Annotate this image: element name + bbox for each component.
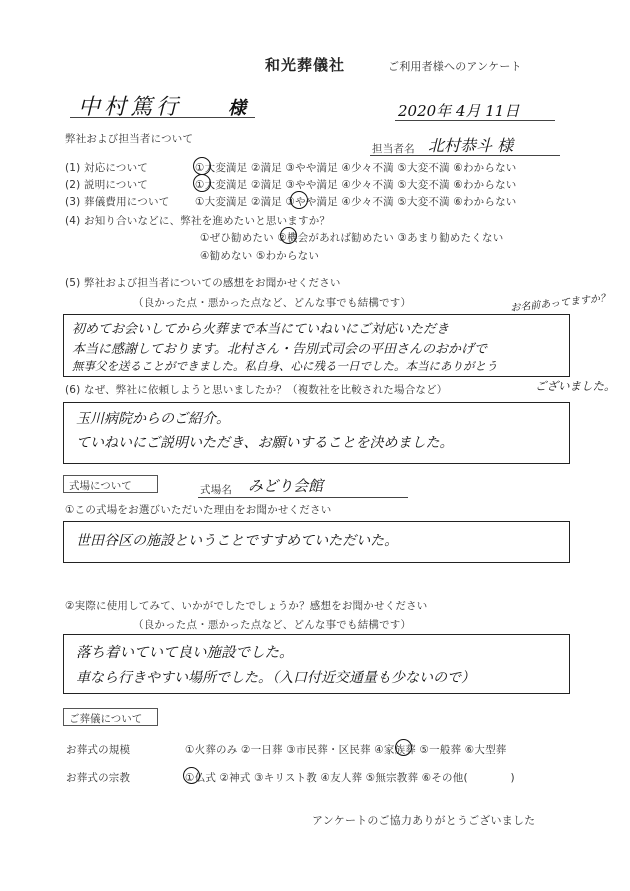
venue-q2-answer-line1: 落ち着いていて良い施設でした。 xyxy=(76,645,294,661)
venue-q2-answer-line2: 車なら行きやすい場所でした。（入口付近交通量も少ないので） xyxy=(76,670,475,686)
rating-scale-3: ①大変満足 ②満足 ③やや満足 ④少々不満 ⑤大変不満 ⑥わからない xyxy=(195,196,517,208)
q5-question: (5) 弊社および担当者についての感想をお聞かせください xyxy=(65,277,341,289)
venue-section-header: 式場について xyxy=(63,475,158,493)
q5-answer-tail: ございました。 xyxy=(535,379,616,393)
staff-label: 担当者名 xyxy=(372,143,415,155)
company-name: 和光葬儀社 xyxy=(265,56,346,74)
footer-thanks: アンケートのご協力ありがとうございました xyxy=(312,814,536,827)
section-company-staff: 弊社および担当者について xyxy=(65,133,194,145)
q5-answer-line2: 本当に感謝しております。北村さん・告別式司会の平田さんのおかげで xyxy=(72,342,487,357)
funeral-religion-label: お葬式の宗教 xyxy=(66,772,131,784)
selection-circle-scale xyxy=(395,739,412,756)
rating-scale-1: ①大変満足 ②満足 ③やや満足 ④少々不満 ⑤大変不満 ⑥わからない xyxy=(195,162,517,174)
funeral-religion-options: ①仏式 ②神式 ③キリスト教 ④友人葬 ⑤無宗教葬 ⑥その他( ) xyxy=(185,772,515,784)
customer-suffix: 様 xyxy=(228,98,246,119)
funeral-scale-label: お葬式の規模 xyxy=(66,744,131,756)
rating-label-1: (1) 対応について xyxy=(65,162,149,174)
q6-answer-line1: 玉川病院からのご紹介。 xyxy=(76,411,230,427)
venue-q1: ①この式場をお選びいただいた理由をお聞かせください xyxy=(65,504,332,516)
customer-name: 中村篤行 xyxy=(78,95,183,120)
rating-label-2: (2) 説明について xyxy=(65,179,149,191)
selection-circle-religion xyxy=(183,767,200,784)
venue-name-value: みどり会館 xyxy=(248,477,324,495)
venue-name-underline xyxy=(198,497,408,498)
funeral-scale-options: ①火葬のみ ②一日葬 ③市民葬・区民葬 ④家族葬 ⑤一般葬 ⑥大型葬 xyxy=(185,744,507,756)
venue-q2: ②実際に使用してみて、いかがでしたでしょうか？感想をお聞かせください xyxy=(65,600,428,612)
q4-question: (4) お知り合いなどに、弊社を進めたいと思いますか？ xyxy=(65,215,331,227)
q5-hint: （良かった点・悪かった点など、どんな事でも結構です） xyxy=(133,297,412,309)
venue-q2-hint: （良かった点・悪かった点など、どんな事でも結構です） xyxy=(133,619,412,631)
q4-options-line1: ①ぜひ勧めたい ②機会があれば勧めたい ③あまり勧めたくない xyxy=(200,232,504,244)
venue-name-label: 式場名 xyxy=(200,484,233,496)
q5-side-note: お名前あってますか？ xyxy=(509,292,611,315)
q5-answer-line3: 無事父を送ることができました。私自身、心に残る一日でした。本当にありがとう xyxy=(72,359,498,373)
staff-name: 北村恭斗 様 xyxy=(428,136,514,155)
selection-circle-q4 xyxy=(280,227,297,244)
q4-options-line2: ④勧めない ⑤わからない xyxy=(200,250,320,262)
staff-underline xyxy=(370,155,560,156)
survey-date: 2020年 4月 11日 xyxy=(398,102,520,120)
venue-q1-answer: 世田谷区の施設ということですすめていただいた。 xyxy=(76,533,399,549)
selection-circle-rating-2 xyxy=(193,174,211,192)
q5-answer-line1: 初めてお会いしてから火葬まで本当にていねいにご対応いただき xyxy=(72,322,450,337)
rating-scale-2: ①大変満足 ②満足 ③やや満足 ④少々不満 ⑤大変不満 ⑥わからない xyxy=(195,179,517,191)
selection-circle-rating-3 xyxy=(290,191,308,209)
q6-question: (6) なぜ、弊社に依頼しようと思いましたか？（複数社を比較された場合など） xyxy=(65,384,448,396)
selection-circle-rating-1 xyxy=(193,157,211,175)
funeral-section-header: ご葬儀について xyxy=(63,708,158,726)
date-underline xyxy=(395,120,555,121)
q6-answer-line2: ていねいにご説明いただき、お願いすることを決めました。 xyxy=(76,435,454,451)
customer-name-underline xyxy=(70,117,255,118)
survey-title: ご利用者様へのアンケート xyxy=(388,60,522,73)
rating-label-3: (3) 葬儀費用について xyxy=(65,196,170,208)
